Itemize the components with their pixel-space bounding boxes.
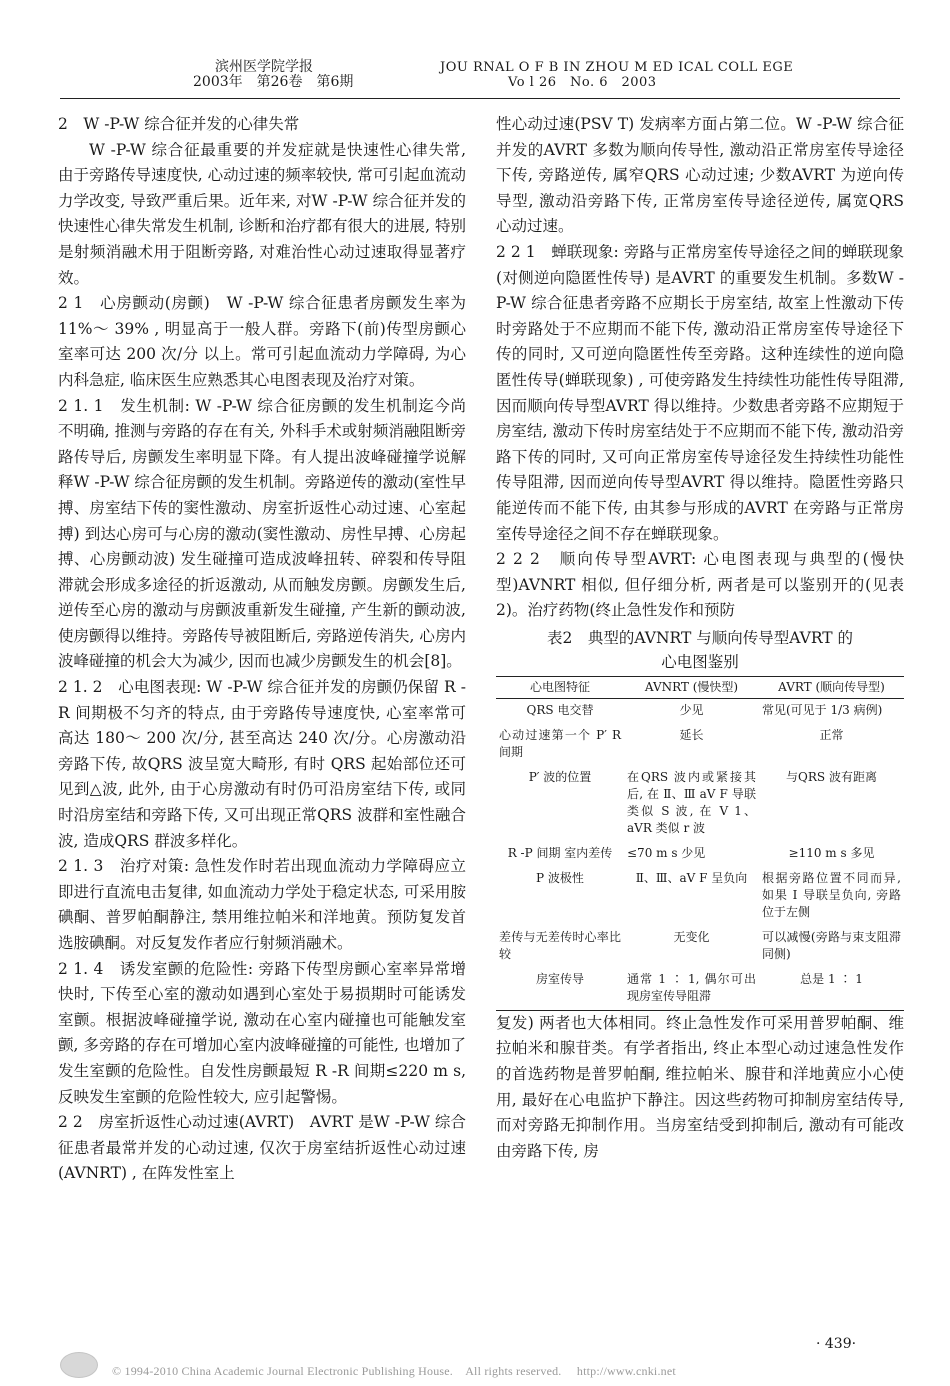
table-cell: 常见(可见于 1/3 病例) xyxy=(762,702,883,717)
table-cell: 房室传导 xyxy=(496,968,624,1011)
table-caption-line2: 心电图鉴别 xyxy=(661,652,739,671)
table-row xyxy=(496,766,904,842)
section-2-2-2: 2 2 2 顺向传导型AVRT: 心电图表现与典型的(慢快型)AVNRT 相似, 但仔细分析, 两者是可以鉴别开的(见表2)。治疗药物(终止急性发作和预防 xyxy=(496,550,904,620)
issue-info-cn: 2003年 第26卷 第6期 xyxy=(193,74,354,90)
table-cell: 在QRS 波内或紧接其后, 在 Ⅱ、Ⅲ aV F 导联类似 S 波, 在 V 1、aVR 类似 r 波 xyxy=(627,769,756,835)
journal-header-cn xyxy=(193,60,353,90)
table-row xyxy=(496,968,904,1011)
journal-name-cn: 滨州医学院学报 xyxy=(215,59,313,75)
table-cell: 通常 1 ∶ 1, 偶尔可出现房室传导阻滞 xyxy=(624,968,759,1011)
comparison-table xyxy=(496,676,904,1011)
table-row xyxy=(496,867,904,926)
table-header-cell: AVNRT (慢快型) xyxy=(624,676,759,698)
table-header-cell: 心电图特征 xyxy=(496,676,624,698)
table-cell: R -P 间期 室内差传 xyxy=(507,845,613,860)
table-row xyxy=(496,724,904,766)
table-cell: 差传与无差传时心率比较 xyxy=(499,929,621,961)
cnki-logo-icon xyxy=(60,1352,98,1378)
table-cell: QRS 电交替 xyxy=(526,702,594,717)
table-cell: 正常 xyxy=(819,727,844,742)
section-heading: 2 W -P-W 综合征并发的心律失常 xyxy=(58,115,300,133)
paragraph-continued: 性心动过速(PSV T) 发病率方面占第二位。W -P-W 综合征并发的AVRT 多数为顺向传导性, 激动沿正常房室传导途径下传, 旁路逆传, 属窄QRS 心动过速; 少数AVRT 为逆向传导型, 激动沿旁路下传, 正常房室传导途径逆传, 属宽QRS 心动过速。 xyxy=(496,115,904,236)
table-row xyxy=(496,842,904,867)
table-cell: P′ 波的位置 xyxy=(528,769,592,784)
table-cell: ≤70 m s 少见 xyxy=(627,845,706,860)
table-cell: 可以减慢(旁路与束支阻滞同侧) xyxy=(762,929,901,961)
paragraph-continued: 复发) 两者也大体相同。终止急性发作可采用普罗帕酮、维拉帕米和腺苷类。有学者指出, 终止本型心动过速急性发作的首选药物是普罗帕酮, 维拉帕米、腺苷和洋地黄应小心使用, 最好在心电监护下静注。因这些药物可抑制房室结传导, 而对旁路无抑制作用。当房室结受到抑制后, 激动有可能改由旁路下传, 房 xyxy=(496,1013,904,1160)
section-2-1-4: 2 1. 4 诱发室颤的危险性: 旁路下传型房颤心室率异常增快时, 下传至心室的激动如遇到心室处于易损期时可能诱发室颤。根据波峰碰撞学说, 激动在心室内碰撞也可能触发室颤, 多旁路的存在可增加心室内波峰碰撞的可能性, 也增加了发生室颤的危险性。自发性房颤最短 R -R 间期≤220 m s, 反映发生室颤的危险性较大, 应引起警惕。 xyxy=(58,959,466,1106)
table-cell: 少见 xyxy=(679,702,704,717)
table-cell: 与QRS 波有距离 xyxy=(786,769,877,784)
table-row xyxy=(496,698,904,724)
table-cell: 心动过速第一个 P′ R 间期 xyxy=(499,727,621,759)
table-caption-line1: 表2 典型的AVNRT 与顺向传导型AVRT 的 xyxy=(547,628,853,647)
page-number: · 439· xyxy=(816,1336,857,1352)
table-row xyxy=(496,926,904,968)
section-2-1-1: 2 1. 1 发生机制: W -P-W 综合征房颤的发生机制迄今尚不明确, 推测与旁路的存在有关, 外科手术或射频消融阻断旁路传导后, 房颤发生率明显下降。有人提出波峰碰撞学说解释W -P-W 综合征房颤的发生机制。旁路逆传的激动(室性早搏、房室结下传的窦性激动、房室折返性心动过速、心室起搏) 到达心房可与心房的激动(窦性激动、房性早搏、心房起搏、心房颤动波) 发生碰撞可造成波峰扭转、碎裂和传导阻滞就会形成多途径的折返激动, 从而触发房颤。房颤发生后, 逆传至心房的激动与房颤波重新发生碰撞, 产生新的颤动波, 使房颤得以维持。旁路传导被阻断后, 旁路逆传消失, 心房内波峰碰撞的机会大为减少, 因而也减少房颤发生的机会[8]。 xyxy=(58,396,466,671)
section-2-2: 2 2 房室折返性心动过速(AVRT) AVRT 是W -P-W 综合征患者最常并发的心动过速, 仅次于房室结折返性心动过速(AVNRT) , 在阵发性室上 xyxy=(58,1113,466,1183)
table-cell: ≥110 m s 多见 xyxy=(788,845,875,860)
table-cell: 总是 1 ∶ 1 xyxy=(759,968,904,1011)
table-cell: 无变化 xyxy=(673,929,710,944)
section-2-1: 2 1 心房颤动(房颤) W -P-W 综合征患者房颤发生率为 11%～ 39% , 明显高于一般人群。旁路下(前)传型房颤心室率可达 200 次/分 以上。常可引起血流动力学障碍, 为心内科急症, 临床医生应熟悉其心电图表现及治疗对策。 xyxy=(58,294,466,389)
footer xyxy=(0,1360,950,1386)
table-cell: P 波极性 xyxy=(536,870,584,885)
section-2-1-3: 2 1. 3 治疗对策: 急性发作时若出现血流动力学障碍应立即进行直流电击复律, 如血流动力学处于稳定状态, 可采用胺碘酮、普罗帕酮静注, 禁用维拉帕米和洋地黄。预防复发首选胺碘酮。对反复发作者应行射频消融术。 xyxy=(58,857,466,952)
table-header-row xyxy=(496,676,904,698)
journal-name-en: JOU RNAL O F B IN ZHOU M ED ICAL COLL EGE xyxy=(440,60,794,75)
paragraph: W -P-W 综合征最重要的并发症就是快速性心律失常, 由于旁路传导速度快, 心动过速的频率较快, 常可引起血流动力学改变, 导致严重后果。近年来, 对W -P-W 综合征并发的快速性心律失常发生机制, 诊断和治疗都有很大的进展, 特别是射频消融术用于阻断旁路, 对难治性心动过速取得显著疗效。 xyxy=(58,140,466,287)
header-rule xyxy=(60,98,900,99)
right-column xyxy=(496,112,904,1164)
table-cell: Ⅱ、Ⅲ、aV F 呈负向 xyxy=(635,870,748,885)
journal-header-en xyxy=(440,60,793,90)
copyright-text: © 1994-2010 China Academic Journal Electronic Publishing House. All rights reserved. http://www.cnki.net xyxy=(112,1364,676,1378)
issue-info-en: Vo l 26 No. 6 2003 xyxy=(508,75,657,90)
table-caption xyxy=(496,626,904,674)
section-2-1-2: 2 1. 2 心电图表现: W -P-W 综合征并发的房颤仍保留 R -R 间期极不匀齐的特点, 由于旁路传导速度快, 心室率常可高达 180～ 200 次/分, 甚至高达 240 次/分。心房激动沿旁路下传, 故QRS 波呈宽大畸形, 有时 QRS 起始部位还可见到△波, 此外, 由于心房激动有时仍可沿房室结下传, 或同时沿房室结和旁路下传, 又可出现正常QRS 波群和室性融合波, 造成QRS 群波多样化。 xyxy=(58,678,466,850)
section-2-2-1: 2 2 1 蝉联现象: 旁路与正常房室传导途径之间的蝉联现象(对侧逆向隐匿性传导) 是AVRT 的重要发生机制。多数W -P-W 综合征患者旁路不应期长于房室结, 故室上性激动下传时旁路处于不应期而不能下传, 激动沿正常房室传导途径下传的同时, 又可逆向隐匿性传至旁路。这种连续性的逆向隐匿性传导(蝉联现象) , 可使旁路发生持续性功能性传导阻滞, 因而顺向传导型AVRT 得以维持。少数患者旁路不应期短于房室结, 激动下传时房室结处于不应期而不能下传, 激动沿旁路下传的同时, 又可向正常房室传导途径发生持续性功能性传导阻滞, 因而逆向传导型AVRT 得以维持。隐匿性旁路只能逆传而不能下传, 由其参与形成的AVRT 在旁路与正常房室传导途径之间不存在蝉联现象。 xyxy=(496,242,904,543)
left-column xyxy=(58,112,466,1187)
table-cell: 根据旁路位置不同而异, 如果 Ⅰ 导联呈负向, 旁路位于左侧 xyxy=(762,870,901,919)
table-header-cell: AVRT (顺向传导型) xyxy=(759,676,904,698)
table-cell: 延长 xyxy=(679,727,704,742)
